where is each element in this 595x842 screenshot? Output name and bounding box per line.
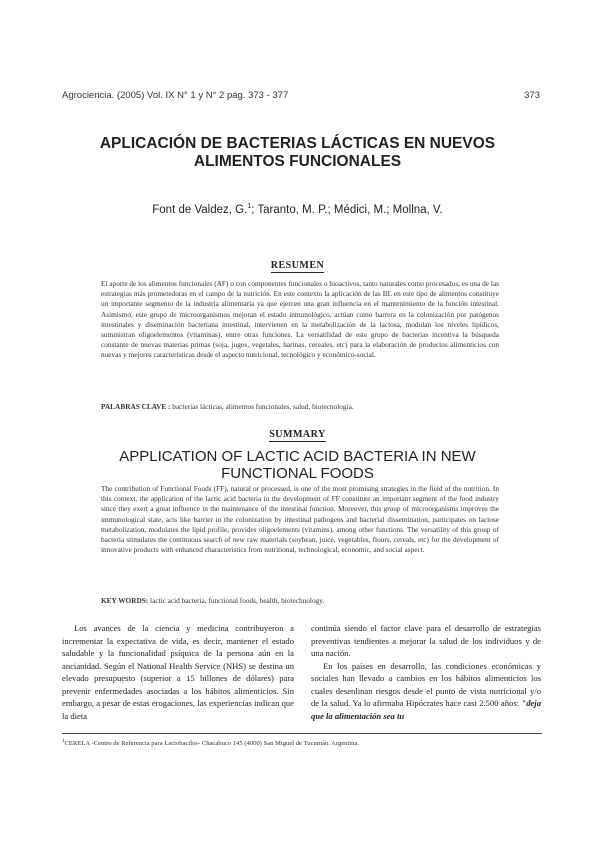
body-paragraph: continúa siendo el factor clave para el desarrollo de estrategias preventivas tendientes a mejorar la salud de los individuos y de una nación. <box>311 623 541 658</box>
body-paragraph: Los avances de la ciencia y medicina contribuyeron a incrementar la expectativa de vida, es decir, mantener el estado saludable y la funcionalidad psíquica de la persona aún en la ancianidad. Según el National Health Service (NHS) se destina un elevado presupuesto (superior a 15 billones de dólares) para prevenir enfermedades asociadas a los hábitos alimenticios. Sin embargo, a pesar de estas erogaciones, las experiencias indican que la dieta <box>62 623 294 721</box>
key-words <box>101 596 499 606</box>
summary-text: The contribution of Functional Foods (FF), natural or processed, is one of the most promising strategies in the field of the nutrition. In this context, the application of the lactic acid bacteria in the development of FF constitute an important segment of the food industry since they exert a great influence in the maintenance of the intestinal function. Moreover, this group of microorganisms improves the immunological state, acts like barrier in the colonization by intestinal pathogens and bacterial dissemination, participates on lactose metabolization, modulates the lipid profile, provides oligoelements (vitamins), among other functions. The versatility of this group of bacteria stimulates the continuous search of new raw materials (soybean, juice, vegetables, flours, cereals, etc) for the development of innovative products with enhanced characteristics from nutritional, technological, economic, and social aspect. <box>101 484 499 555</box>
body-column-right <box>311 622 541 722</box>
body-paragraph: En los países en desarrollo, las condiciones económicas y sociales han llevado a cambios en los hábitos alimenticios los cuales desenlinan riesgos desde el punto de vista nutricional y/o de la salud. Ya lo afirmaba Hipócrates hace casi 2.500 años: "deja que la alimentación sea tu <box>311 660 541 721</box>
summary-heading: SUMMARY <box>269 429 326 440</box>
title-english-line2: FUNCTIONAL FOODS <box>221 465 374 482</box>
palabras-clave-values: bacterias lácticas, alimentos funcionales, salud, biotecnología. <box>170 402 354 411</box>
title-english <box>40 448 555 482</box>
body-column-left <box>62 622 294 722</box>
palabras-clave-label: PALABRAS CLAVE : <box>101 402 171 411</box>
other-authors: ; Taranto, M. P.; Médici, M.; Mollna, V. <box>251 203 443 216</box>
author-list <box>40 203 555 216</box>
title-english-line1: APPLICATION OF LACTIC ACID BACTERIA IN NEW <box>119 448 476 465</box>
footnote-divider <box>62 733 542 734</box>
journal-citation: Agrociencia. (2005) Vol. IX N° 1 y N° 2 pág. 373 - 377 <box>62 90 289 101</box>
footnote <box>62 737 543 748</box>
author-affiliation-mark: 1 <box>247 203 252 210</box>
hippocrates-quote: "deja que la alimentación sea tu <box>311 698 541 721</box>
footnote-mark: 1 <box>62 739 65 744</box>
resumen-text: El aporte de los alimentos funcionales (AF) o con componentes funcionales o bioactivos, tanto naturales como procesados, es una de las estrategias más prometedoras en el campo de la nutrición. En este contexto la aplicación de las BL en este tipo de alimentos constituye un importante segmento de la industria alimentaria ya que ejercen una gran influencia en el mantenimiento de la función intestinal. Asimismo, este grupo de microorganismos mejoran el estado inmunológico, actúan como barrera en la colonización por patógenos intestinales y diseminación bacteriana intestinal, intervienen en la metabolización de la lactosa, modulan los niveles lipídicos, suministran oligoelementos (vitaminas), entre otras funciones. La versatilidad de este grupo de bacterias incentiva la búsqueda constante de nuevas materias primas (soja, jugos, vegetales, harinas, cereales, etc) para la elaboración de productos alimenticios con nuevas y mejores características desde el aspecto nutricional, tecnológico y económico-social. <box>101 279 499 360</box>
first-author: Font de Valdez, G. <box>152 203 248 216</box>
palabras-clave <box>101 402 499 412</box>
page-number: 373 <box>524 90 540 101</box>
key-words-label: KEY WORDS: <box>101 596 149 605</box>
title-spanish <box>40 135 555 171</box>
title-spanish-line1: APLICACIÓN DE BACTERIAS LÁCTICAS EN NUEVOS <box>99 135 496 152</box>
footnote-text: CERELA -Centro de Referencia para Lactobacilos- Chacabuco 145 (4000) San Miguel de Tucumán. Argentina. <box>64 740 360 748</box>
title-spanish-line2: ALIMENTOS FUNCIONALES <box>193 153 402 170</box>
resumen-heading: RESUMEN <box>270 260 325 271</box>
running-header <box>62 90 540 101</box>
key-words-values: lactic acid bacteria, functional foods, health, biotechnology. <box>148 596 325 605</box>
